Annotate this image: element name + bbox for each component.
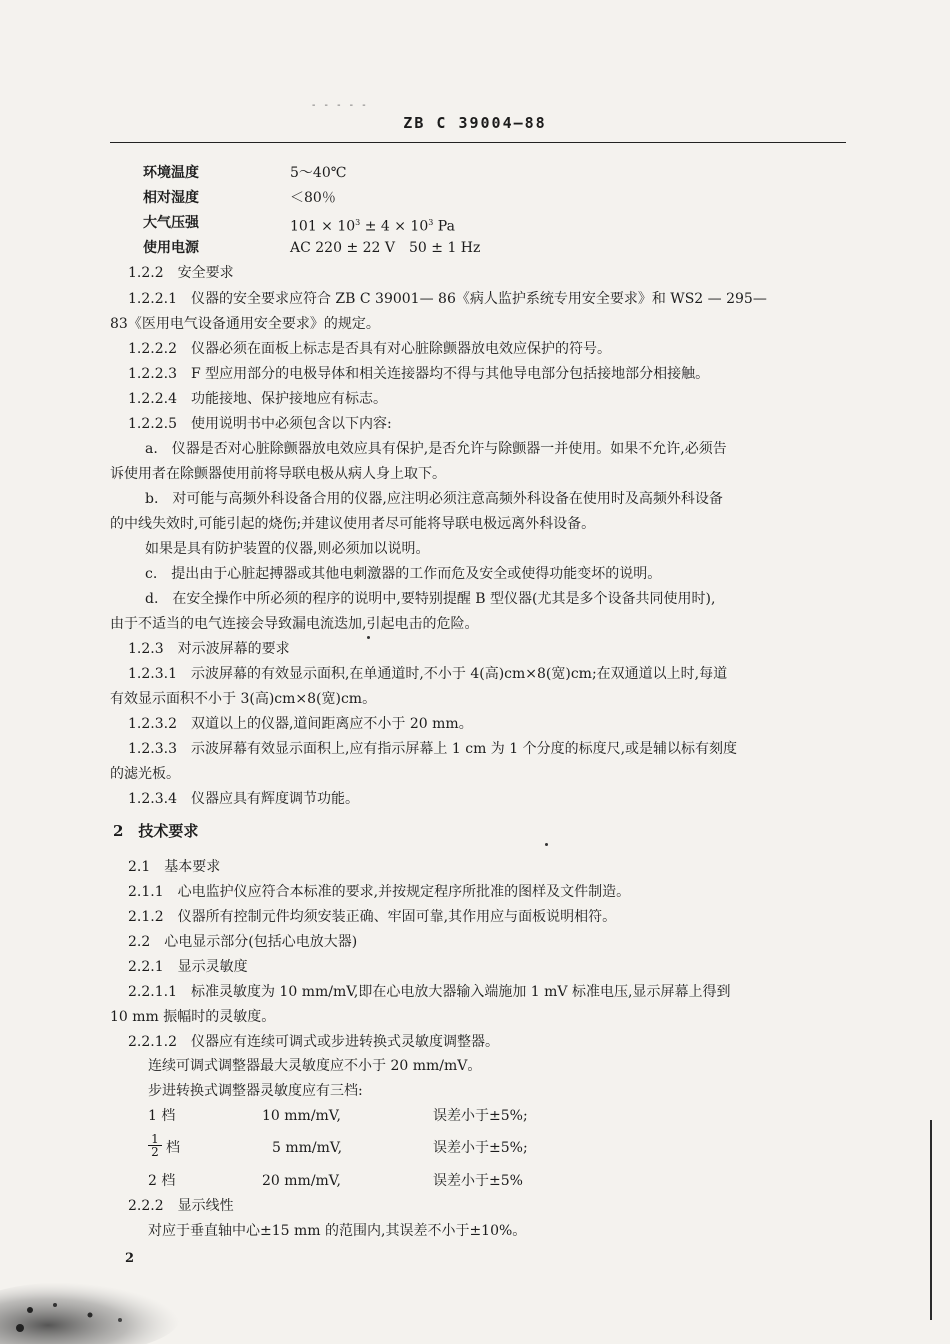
linearity-note: 对应于垂直轴中心±15 mm 的范围内,其误差不小于±10%。 <box>148 1223 527 1239</box>
step-adjuster-note: 步进转换式调整器灵敏度应有三档: <box>148 1083 363 1099</box>
clause-1-2-3-2: 1.2.3.2 双道以上的仪器,道间距离应不小于 20 mm。 <box>128 716 473 732</box>
env-value-humidity: ＜80％ <box>290 190 336 206</box>
step-row-2-value: 5 mm/mV, <box>272 1140 343 1156</box>
header-rule <box>110 142 846 143</box>
clause-1-2-2-4: 1.2.2.4 功能接地、保护接地应有标志。 <box>128 391 387 407</box>
clause-1-2-3-4: 1.2.3.4 仪器应具有辉度调节功能。 <box>128 791 359 807</box>
heading-1-2-2: 1.2.2 安全要求 <box>128 265 234 281</box>
env-label-humidity: 相对湿度 <box>143 190 199 206</box>
step-row-3-error: 误差小于±5% <box>433 1173 523 1189</box>
env-value-power: AC 220 ± 22 V 50 ± 1 Hz <box>290 240 481 256</box>
pressure-exp-b: 3 <box>428 218 434 227</box>
section-2-title: 2 技术要求 <box>113 822 199 840</box>
clause-1-2-2-3: 1.2.2.3 F 型应用部分的电极导体和相关连接器均不得与其他导电部分包括接地部分相接触。 <box>128 366 710 382</box>
pressure-part-b: ± 4 × 10 <box>360 218 429 235</box>
clause-2-2-1-1: 2.2.1.1 标准灵敏度为 10 mm/mV,即在心电放大器输入端施加 1 mV 标准电压,显示屏幕上得到 <box>128 984 731 1000</box>
env-label-pressure: 大气压强 <box>143 215 199 231</box>
heading-2-1: 2.1 基本要求 <box>128 859 221 875</box>
pressure-part-c: Pa <box>433 218 455 235</box>
fraction-numerator: 1 <box>148 1133 162 1146</box>
heading-1-2-3: 1.2.3 对示波屏幕的要求 <box>128 641 290 657</box>
clause-1-2-3-3: 1.2.3.3 示波屏幕有效显示面积上,应有指示屏幕上 1 cm 为 1 个分度的标度尺,或是辅以标有刻度 <box>128 741 738 757</box>
page-header: ZB C 39004—88 <box>403 114 547 132</box>
clause-2-1-2: 2.1.2 仪器所有控制元件均须安装正确、牢固可靠,其作用应与面板说明相符。 <box>128 909 617 925</box>
item-a: a. 仪器是否对心脏除颤器放电效应具有保护,是否允许与除颤器一并使用。如果不允许,必须告 <box>145 441 727 457</box>
scan-speck <box>545 843 548 846</box>
env-value-temperature: 5～40℃ <box>290 165 347 181</box>
scan-mark: - - - - - <box>312 100 369 111</box>
step-row-3-value: 20 mm/mV, <box>262 1173 341 1189</box>
pressure-exp-a: 3 <box>355 218 361 227</box>
item-b-note: 如果是具有防护装置的仪器,则必须加以说明。 <box>145 541 430 557</box>
item-b-cont: 的中线失效时,可能引起的烧伤;并建议使用者尽可能将导联电极远离外科设备。 <box>110 516 596 532</box>
step-row-2-error: 误差小于±5%; <box>433 1140 528 1156</box>
item-b: b. 对可能与高频外科设备合用的仪器,应注明必须注意高频外科设备在使用时及高频外科设备 <box>145 491 723 507</box>
scan-edge-line <box>930 1120 932 1320</box>
continuous-adjuster-note: 连续可调式调整器最大灵敏度应不小于 20 mm/mV。 <box>148 1058 482 1074</box>
scan-speck <box>367 636 370 639</box>
clause-1-2-2-1-cont: 83《医用电气设备通用安全要求》的规定。 <box>110 316 380 332</box>
step-row-3-label: 2 档 <box>148 1173 176 1189</box>
item-c: c. 提出由于心脏起搏器或其他电刺激器的工作而危及安全或使得功能变坏的说明。 <box>145 566 662 582</box>
clause-1-2-3-3-cont: 的滤光板。 <box>110 766 180 782</box>
pressure-part-a: 101 × 10 <box>290 218 356 235</box>
clause-1-2-2-1: 1.2.2.1 仪器的安全要求应符合 ZB C 39001— 86《病人监护系统专用安全要求》和 WS2 — 295— <box>128 291 767 307</box>
page-number: 2 <box>125 1251 135 1266</box>
fraction-one-half <box>148 1133 162 1158</box>
clause-2-2-1-1-cont: 10 mm 振幅时的灵敏度。 <box>110 1009 276 1025</box>
item-d-cont: 由于不适当的电气连接会导致漏电流迭加,引起电击的危险。 <box>110 616 479 632</box>
env-value-pressure <box>290 213 455 237</box>
step-row-1-label: 1 档 <box>148 1108 176 1124</box>
env-label-temperature: 环境温度 <box>143 165 199 181</box>
env-label-power: 使用电源 <box>143 240 199 256</box>
heading-2-2: 2.2 心电显示部分(包括心电放大器) <box>128 934 358 950</box>
clause-2-1-1: 2.1.1 心电监护仪应符合本标准的要求,并按规定程序所批准的图样及文件制造。 <box>128 884 631 900</box>
scan-smudge <box>0 1270 190 1344</box>
clause-2-2-1-2: 2.2.1.2 仪器应有连续可调式或步进转换式灵敏度调整器。 <box>128 1034 499 1050</box>
fraction-denominator: 2 <box>151 1145 159 1159</box>
clause-1-2-2-2: 1.2.2.2 仪器必须在面板上标志是否具有对心脏除颤器放电效应保护的符号。 <box>128 341 611 357</box>
step-row-1-value: 10 mm/mV, <box>262 1108 341 1124</box>
heading-2-2-1: 2.2.1 显示灵敏度 <box>128 959 248 975</box>
clause-1-2-3-1: 1.2.3.1 示波屏幕的有效显示面积,在单通道时,不小于 4(高)cm×8(宽)cm;在双通道以上时,每道 <box>128 666 728 682</box>
heading-2-2-2: 2.2.2 显示线性 <box>128 1198 234 1214</box>
item-d: d. 在安全操作中所必须的程序的说明中,要特别提醒 B 型仪器(尤其是多个设备共同使用时), <box>145 591 716 607</box>
step-row-1-error: 误差小于±5%; <box>433 1108 528 1124</box>
clause-1-2-3-1-cont: 有效显示面积不小于 3(高)cm×8(宽)cm。 <box>110 691 377 707</box>
step-row-2-label: 档 <box>166 1140 180 1156</box>
clause-1-2-2-5: 1.2.2.5 使用说明书中必须包含以下内容: <box>128 416 392 432</box>
item-a-cont: 诉使用者在除颤器使用前将导联电极从病人身上取下。 <box>110 466 446 482</box>
